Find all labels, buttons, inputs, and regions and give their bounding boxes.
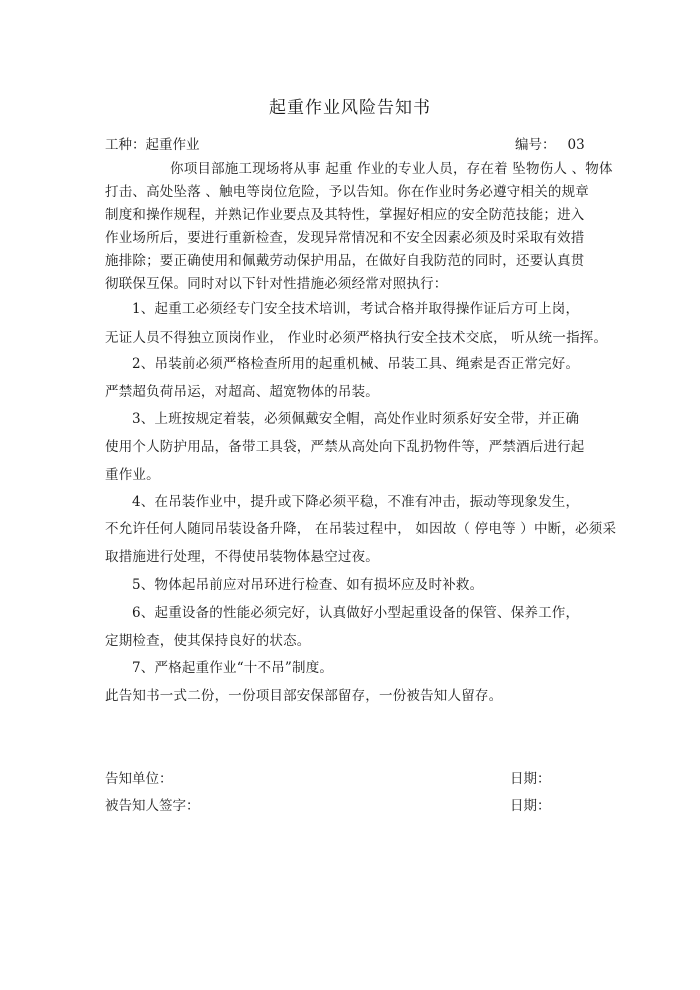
item-2-line: 严禁超负荷吊运，对超高、超宽物体的吊装。	[105, 384, 379, 400]
closing-statement: 此告知书一式二份，一份项目部安保部留存，一份被告知人留存。	[105, 688, 503, 704]
date-label-2: 日期：	[510, 798, 551, 814]
item-4-line: 取措施进行处理，不得使吊装物体悬空过夜。	[105, 549, 379, 565]
intro-line: 施排除；要正确使用和佩戴劳动保护用品，在做好自我防范的同时，还要认真贯	[105, 253, 585, 269]
item-6-line: 定期检查，使其保持良好的状态。	[105, 633, 311, 649]
item-3-line: 3、上班按规定着装，必须佩戴安全帽，高处作业时须系好安全带，并正确	[132, 411, 580, 427]
number-label: 编号：	[515, 137, 556, 153]
intro-line: 彻联保互保。同时对以下针对性措施必须经常对照执行：	[105, 276, 448, 292]
item-4-line: 4、在吊装作业中，提升或下降必须平稳，不准有冲击，振动等现象发生，	[132, 494, 580, 510]
item-1-line: 1、起重工必须经专门安全技术培训，考试合格并取得操作证后方可上岗，	[132, 301, 580, 317]
intro-line: 作业场所后，要进行重新检查，发现异常情况和不安全因素必须及时采取有效措	[105, 230, 585, 246]
page-title: 起重作业风险告知书	[269, 98, 431, 118]
notified-signature-label: 被告知人签字：	[105, 798, 200, 814]
item-1-line: 无证人员不得独立顶岗作业， 作业时必须严格执行安全技术交底， 听从统一指挥。	[105, 330, 608, 346]
date-label-1: 日期：	[510, 771, 551, 787]
item-2-line: 2、吊装前必须严格检查所用的起重机械、吊装工具、绳索是否正常完好。	[132, 356, 580, 372]
item-3-line: 重作业。	[105, 467, 160, 483]
intro-line: 你项目部施工现场将从事 起重 作业的专业人员，存在着 坠物伤人 、物体	[170, 161, 613, 177]
job-type-value: 起重作业	[145, 137, 200, 153]
item-5-line: 5、物体起吊前应对吊环进行检查、如有损坏应及时补救。	[132, 577, 484, 593]
item-3-line: 使用个人防护用品，备带工具袋，严禁从高处向下乱扔物件等，严禁酒后进行起	[105, 439, 585, 455]
item-6-line: 6、起重设备的性能必须完好，认真做好小型起重设备的保管、保养工作，	[132, 605, 580, 621]
intro-line: 制度和操作规程，并熟记作业要点及其特性，掌握好相应的安全防范技能；进入	[105, 207, 585, 223]
item-4-line: 不允许任何人随同吊装设备升降， 在吊装过程中， 如因故（ 停电等 ）中断，必须采	[105, 521, 617, 537]
job-type-label: 工种：	[105, 137, 146, 153]
item-7-line: 7、严格起重作业“十不吊”制度。	[132, 660, 334, 676]
intro-line: 打击、高处坠落 、触电等岗位危险，予以告知。你在作业时务必遵守相关的规章	[105, 184, 589, 200]
notifier-unit-label: 告知单位：	[105, 771, 173, 787]
number-value: 03	[567, 137, 585, 153]
job-type	[105, 133, 200, 153]
document-number	[515, 133, 585, 153]
